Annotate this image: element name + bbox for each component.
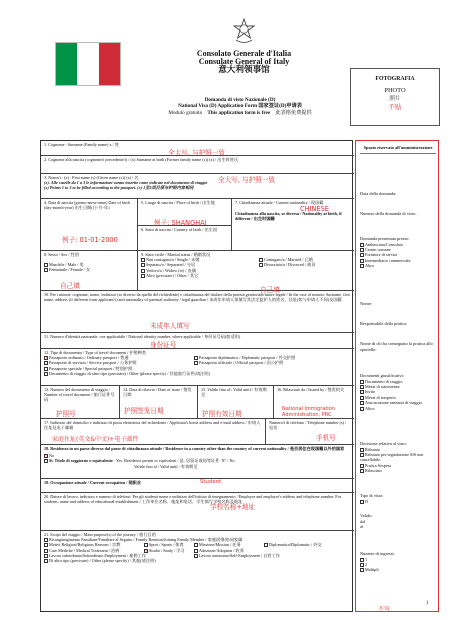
admin-entries-two-label: 2 — [365, 562, 368, 567]
checkbox-entries-multiple[interactable] — [360, 568, 364, 572]
annotation-nationality: CHINESE — [300, 205, 329, 213]
admin-entries-label: Numero di ingressi: — [360, 551, 395, 556]
free-notice-it: Modulo gratuito — [168, 109, 203, 116]
form-title-en: National Visa (D) Application Form 国家签证(D)申请表 — [178, 103, 302, 110]
option-residence-no-label: No — [49, 453, 55, 459]
option-other-purpose[interactable] — [44, 558, 344, 563]
field-surname-at-birth[interactable] — [41, 156, 354, 174]
checkbox-admin-other[interactable] — [360, 264, 364, 268]
admin-header: Spazio riservato all'amministrazione — [360, 145, 436, 154]
annotation-phone: 手机号 — [316, 434, 336, 442]
field-country-of-birth-label: 6. Stato di nascita / Country of birth / 出生国 — [141, 227, 218, 232]
admin-decision-suspended-label: Pratica Sospesa — [365, 462, 392, 468]
admin-visa-type — [360, 493, 436, 504]
admin-note: 不写 — [378, 606, 391, 613]
checkbox-other-marital[interactable] — [141, 274, 145, 278]
admin-decision-issued-label: Rilasciato — [365, 468, 382, 474]
option-diplomatic[interactable] — [264, 542, 344, 547]
option-religious-label: Motivi Religiosi/Religious Reasons / 宗教 — [49, 542, 121, 548]
row-sex-marital — [41, 251, 354, 291]
option-mission-label: Missione/Mission / 任务 — [199, 542, 241, 548]
option-male-label: Maschile / Male / 男 — [49, 262, 84, 268]
consulate-heading — [140, 50, 348, 75]
field-date-of-birth-label: 4. Data di nascita (giorno-mese-anno) Date of birth (day-month-year) 出生日期(日-月-年) — [44, 200, 130, 211]
admin-decision-issued[interactable] — [360, 468, 436, 473]
checkbox-visa-d[interactable] — [360, 500, 364, 504]
option-other-document[interactable] — [44, 371, 344, 376]
option-service-passport-label: Passaporto di servizio / Service passport / 公务护照 — [49, 360, 137, 366]
admin-visa-type-label: Tipo di visto: — [360, 493, 384, 498]
field-residence-label: 18. Residenza in un paese diverso dal paese di cittadinanza attuale / Residence in a country other than the country of current nationality / 是否居住在现国籍以外的国家 — [44, 446, 345, 451]
field-nationality-label: 7. Cittadinanza attuale / Current nationality / 现国籍 — [235, 200, 324, 205]
admin-validity-from: dal — [360, 518, 366, 524]
field-national-id[interactable] — [41, 333, 354, 349]
annotation-school: 学校名称+地址 — [210, 503, 256, 511]
option-married-label: Coniugato/a / Married / 已婚 — [264, 257, 313, 263]
annotation-student: Student — [200, 479, 222, 485]
field-first-name-note-it: (x). Alle caselle da 1 a 3 le informazioni vanno inserite come indicate nel documento di viaggio — [44, 180, 208, 186]
annotation-valid-until: 护照有效日期 — [202, 410, 242, 418]
admin-doc-insurance-label: Assicurazione sanitaria di viaggio — [365, 400, 422, 406]
field-surname-at-birth-label: 2. Cognome alla nascita (cognome/i precedente/i) / (x) Surname at birth (Former family name (s)) (x) / 出生时姓氏 — [44, 157, 239, 162]
option-study-label: Studio / Study / 学习 — [149, 547, 185, 553]
field-national-id-label: 11. Numero d'identità nazionale, ove applicabile / National identity number, where applicable / 身份证号码(如适用) — [44, 334, 241, 339]
flag-white-band — [77, 43, 98, 85]
checkbox-doc-invitation[interactable] — [360, 390, 364, 394]
option-diplomatic-label: Diplomatico/Diplomatic / 外交 — [269, 542, 322, 548]
admin-entries-multiple[interactable] — [360, 567, 436, 572]
admin-entries-multiple-label: Multipli — [365, 567, 379, 573]
field-first-name-note-en: (x) Points 1 to 3 to be filled according to the passport. (x) 1至3项目须与护照内容相同 — [44, 185, 194, 191]
option-divorced-label: Divorziato/a / Divorced / 离异 — [264, 262, 316, 268]
admin-decision-refused-label: Rifiutato — [365, 446, 380, 452]
field-first-name-label: 3. Nome/i : (x) : First name (s) (Given name (s)) (x) / 名 — [44, 175, 139, 180]
field-current-occupation-label: 19. Occupazione attuale / Current occupation / 现职业 — [44, 480, 141, 485]
field-telephone-label: Numero/i di telefono / Telephone number (s) / 电话 — [269, 420, 347, 431]
admin-column — [355, 140, 439, 612]
admin-visa-type-d-label: D — [365, 498, 369, 504]
admin-option-other[interactable] — [360, 263, 436, 268]
checkbox-female[interactable] — [44, 268, 48, 272]
annotation-hidden: 不写 — [300, 597, 311, 603]
option-residence-yes-label: Sì. Titolo di soggiorno o equivalente — [49, 458, 113, 464]
admin-decision-label: Decisione relativa al visto: — [360, 441, 407, 446]
field-residence-valid-until-label: Valido fino al / Valid until / 有效期至 — [134, 463, 198, 469]
option-sports-label: Sport / Sports / 体育 — [149, 542, 184, 548]
checkbox-divorced[interactable] — [259, 263, 263, 267]
italian-flag — [55, 42, 121, 86]
option-female[interactable] — [44, 267, 134, 272]
photo-label-cn: 照片 — [389, 96, 401, 102]
checkbox-ordinary-passport[interactable]: ✓ — [45, 356, 50, 362]
admin-doc-other-label: Altro: — [365, 405, 376, 411]
admin-entries — [360, 551, 436, 573]
option-other-marital-label: Altro (precisare) / Other / 其它 — [146, 272, 199, 278]
admin-validity-to: al — [360, 524, 364, 529]
photo-box — [350, 68, 440, 126]
field-document-number-label: 13. Numero del documento di viaggio / Number of travel document / 旅行证件号码 — [44, 387, 115, 403]
field-residence-number-label: N° / No — [221, 458, 235, 464]
option-special-passport-label: Passaporto speciale / Special passport / 特别护照 — [49, 365, 133, 371]
admin-doc-other[interactable] — [360, 406, 436, 411]
photo-label-it: FOTOGRAFIA — [375, 76, 415, 82]
admin-name-label: Nome: — [360, 301, 372, 306]
checkbox-residence-yes[interactable] — [44, 459, 48, 463]
checkbox-issued[interactable] — [360, 469, 364, 473]
checkbox-other-purpose[interactable] — [44, 559, 48, 563]
admin-submitted-at-label: Domanda presentata presso: — [360, 236, 410, 241]
flag-red-band — [99, 43, 120, 85]
annotation-sex: 自己填 — [60, 282, 80, 290]
option-adoption-label: Adozione/Adoption / 收养 — [199, 547, 244, 553]
option-other-marital[interactable] — [141, 273, 259, 278]
field-travel-document-type — [41, 349, 354, 386]
option-single-label: Non coniugato/a / Single / 未婚 — [146, 257, 200, 263]
consulate-name-en: Consulate General of Italy — [198, 57, 290, 67]
free-notice — [120, 110, 360, 116]
field-home-address-label: 17. Indirizzo del domicilio e indirizzo di posta elettronica del richiedente / Applicant's home address and e-mail address / 申请人住址及电子邮箱 — [44, 420, 261, 431]
annotation-surname: 全大写, 与护照一致 — [168, 149, 225, 157]
field-travel-document-type-label: 12. Tipo di documento / Type of travel document / 护照种类 — [44, 350, 147, 355]
photo-label-en: PHOTO — [384, 87, 406, 94]
annotation-id-number: 身份证号 — [150, 341, 177, 349]
field-nationality[interactable] — [231, 199, 354, 251]
free-notice-en: This application form is free — [207, 109, 271, 116]
field-employer[interactable] — [41, 493, 354, 531]
admin-visa-type-d[interactable] — [360, 499, 436, 504]
field-sex-label: 8. Sesso / Sex / 性别 — [44, 252, 79, 257]
field-document-number[interactable] — [41, 386, 119, 419]
admin-doc-invitation-label: Invito — [365, 389, 376, 395]
field-current-occupation[interactable] — [41, 479, 354, 493]
field-marital-status-label: 9. Stato civile / Marital status / 婚姻状况 — [141, 252, 211, 257]
field-employer-label: 20. Datore di lavoro, indirizzo e numero di telefono. Per gli studenti nome e indirizzo dell'istituto di insegnamento / Employer and employer's address and telephone number. For students, name and address of educational establishment / 工作单位名称、地址和电话。学生填写学校名称及地址 — [44, 494, 342, 505]
page-number: 1 — [426, 601, 429, 606]
admin-supporting-documents — [360, 373, 436, 411]
checkbox-other-document[interactable] — [44, 372, 48, 376]
option-ordinary-passport-label: Passaporto ordinario / Ordinary passport / 普通 — [49, 355, 129, 361]
checkbox-study[interactable]: ✓ — [145, 548, 150, 554]
consulate-name-cn: 意大利领事馆 — [218, 65, 270, 76]
option-widow-label: Vedovo/a / Widow (er) / 丧偶 — [146, 267, 196, 273]
option-diplomatic-passport-label: Passaporto diplomatico / Diplomatic passport / 外交护照 — [199, 355, 296, 361]
annotation-marital: 自己填 — [260, 286, 280, 294]
checkbox-service-provider[interactable] — [360, 253, 364, 257]
admin-decision — [360, 441, 436, 474]
field-place-of-birth-label: 5. Luogo di nascita / Place of birth / 出生地 — [141, 200, 215, 205]
option-medical-label: Cure Mediche / Medical Treatment / 治病 — [49, 547, 120, 553]
option-other-purpose-label: Di altro tipo (precisare) / Other (please specify) / 其他(请注明) — [49, 558, 156, 564]
admin-doc-means-label: Mezzi di sussistenza — [365, 384, 400, 389]
admin-option-service-provider-label: Fornitore di servizi — [365, 252, 398, 258]
field-telephone[interactable] — [265, 419, 354, 445]
admin-option-intermediary-label: Intermediario commerciale — [365, 257, 411, 263]
form-title — [120, 97, 360, 116]
field-first-name[interactable] — [41, 174, 354, 199]
field-sex — [41, 251, 137, 291]
admin-decision-refused-sis-label: Rifiutato per segnalazione SIS non cancellabile. — [360, 452, 424, 463]
admin-decision-refused-sis[interactable] — [360, 452, 436, 463]
italian-emblem-icon — [233, 18, 255, 44]
annotation-place-of-birth: 例子: SHANGHAI — [154, 219, 207, 227]
free-notice-cn: 此表格免费提供 — [275, 109, 312, 116]
field-issue-date-label: 14. Data di rilascio / Date of issue / 签发日期 — [123, 387, 192, 398]
option-other-document-label: Documento di viaggio di altro tipo (precisare) / Other (please specify) / 其他旅行证件(请注明) — [49, 370, 210, 376]
field-nationality-at-birth-label: Cittadinanza alla nascita, se diversa / Nationality at birth, if different / 出生时国籍 — [235, 211, 342, 222]
admin-doc-transport-label: Mezzi di trasporto — [365, 394, 396, 400]
option-separated-label: Separato/a / Separated / 分居 — [146, 262, 196, 268]
field-valid-until-label: 15. Valido fino al / Valid until / 有效期至 — [201, 387, 267, 398]
field-issued-by-label: 16. Rilasciato da / Issued by / 签发机关 — [277, 387, 345, 392]
admin-validity-label: Valido: — [360, 513, 373, 518]
admin-option-embassy-label: Ambasciata/Consolato — [365, 241, 403, 247]
field-minor-guardian[interactable] — [41, 291, 354, 333]
admin-supporting-documents-label: Documenti giustificativi: — [360, 373, 405, 378]
admin-delivered-by-label: Nome di chi ha consegnato la pratica allo sportello: — [360, 341, 433, 352]
field-residence-other-country — [41, 445, 354, 479]
annotation-address: 家庭住址(英文&中文)+电子邮件 — [52, 436, 139, 443]
checkbox-doc-other[interactable] — [360, 407, 364, 411]
field-minor-guardian-label: 10. Per i minori: cognome, nome, indirizzo (se diverso da quello del richiedente) e cittadinanza del titolare della potestà genitoriale/tutore legale / In the case of minors: Surname, first name, address (if different from applicant's) and nationality of parental authority / legal guardian / 未成年申请人须填写其法定监护人的姓名、住址(如与申请人不同)及国籍 — [44, 292, 350, 303]
annotation-issue-date: 护照签发日期 — [124, 407, 164, 415]
admin-doc-travel-label: Documento di viaggio — [365, 378, 403, 384]
admin-submitted-at — [360, 236, 436, 269]
option-official-passport-label: Passaporto ufficiale / Official passport / 因公护照 — [199, 360, 284, 366]
field-surname-label: 1. Cognome : Surname (Family name) x / 姓 — [44, 142, 120, 147]
option-female-label: Femminile / Female / 女 — [49, 267, 91, 273]
option-subordinate-employment-label: Lavoro subordinato/Subordinate Employment / 雇佣工作 — [49, 552, 146, 558]
annotation-date-of-birth: 例子: 01-01-2000 — [62, 236, 118, 244]
checkbox-residence-no[interactable]: ✓ — [45, 454, 50, 460]
annotation-passport-number: 护照号 — [56, 410, 76, 418]
admin-entries-one-label: 1 — [365, 556, 368, 562]
admin-option-common-center-label: Centro comune — [365, 247, 391, 252]
annotation-minor: 未成年人填写 — [150, 322, 190, 330]
option-divorced[interactable] — [259, 262, 349, 267]
admin-validity — [360, 513, 436, 529]
flag-green-band — [56, 43, 77, 85]
field-purpose-label: 21. Scopo del viaggio / Main purpose(s) of the journey / 旅行目的 — [44, 532, 156, 537]
checkbox-doc-insurance[interactable] — [360, 401, 364, 405]
annotation-issued-by: National Immigration Administration, PRC — [282, 406, 335, 418]
option-residence-yes[interactable]: Sì. Titolo di soggiorno o equivalente : Yes. Residence permit or equivalent / 是, 居留证或同等证件 N° / No — [44, 458, 351, 463]
admin-date-label: Data della domanda: — [360, 191, 397, 196]
admin-option-other-label: Altro — [365, 263, 374, 269]
photo-note: 不贴 — [388, 103, 402, 111]
form-title-it: Domanda di visto Nazionale (D) — [204, 97, 276, 103]
consulate-name-it: Consolato Generale d'Italia — [196, 49, 292, 58]
admin-responsible-label: Responsabile della pratica: — [360, 321, 408, 326]
annotation-first-name: 全大写, 与护照一致 — [218, 176, 275, 184]
field-country-of-birth[interactable] — [137, 225, 231, 251]
option-self-employment-label: Lavoro autonomo/Self-Employment / 自营工作 — [199, 552, 280, 558]
option-residence-yes-en: Yes. Residence permit or equivalent / 是, 居留证或同等证件 — [115, 458, 220, 464]
field-marital-status — [137, 251, 354, 291]
option-family-reunion-label: Ricongiungimento Familiare/Familiare al Seguito / Family Reunion/Joining Family Member / 家庭团聚/陪同家属 — [49, 537, 243, 543]
admin-application-number-label: Numero della domanda di visto: — [360, 211, 417, 216]
